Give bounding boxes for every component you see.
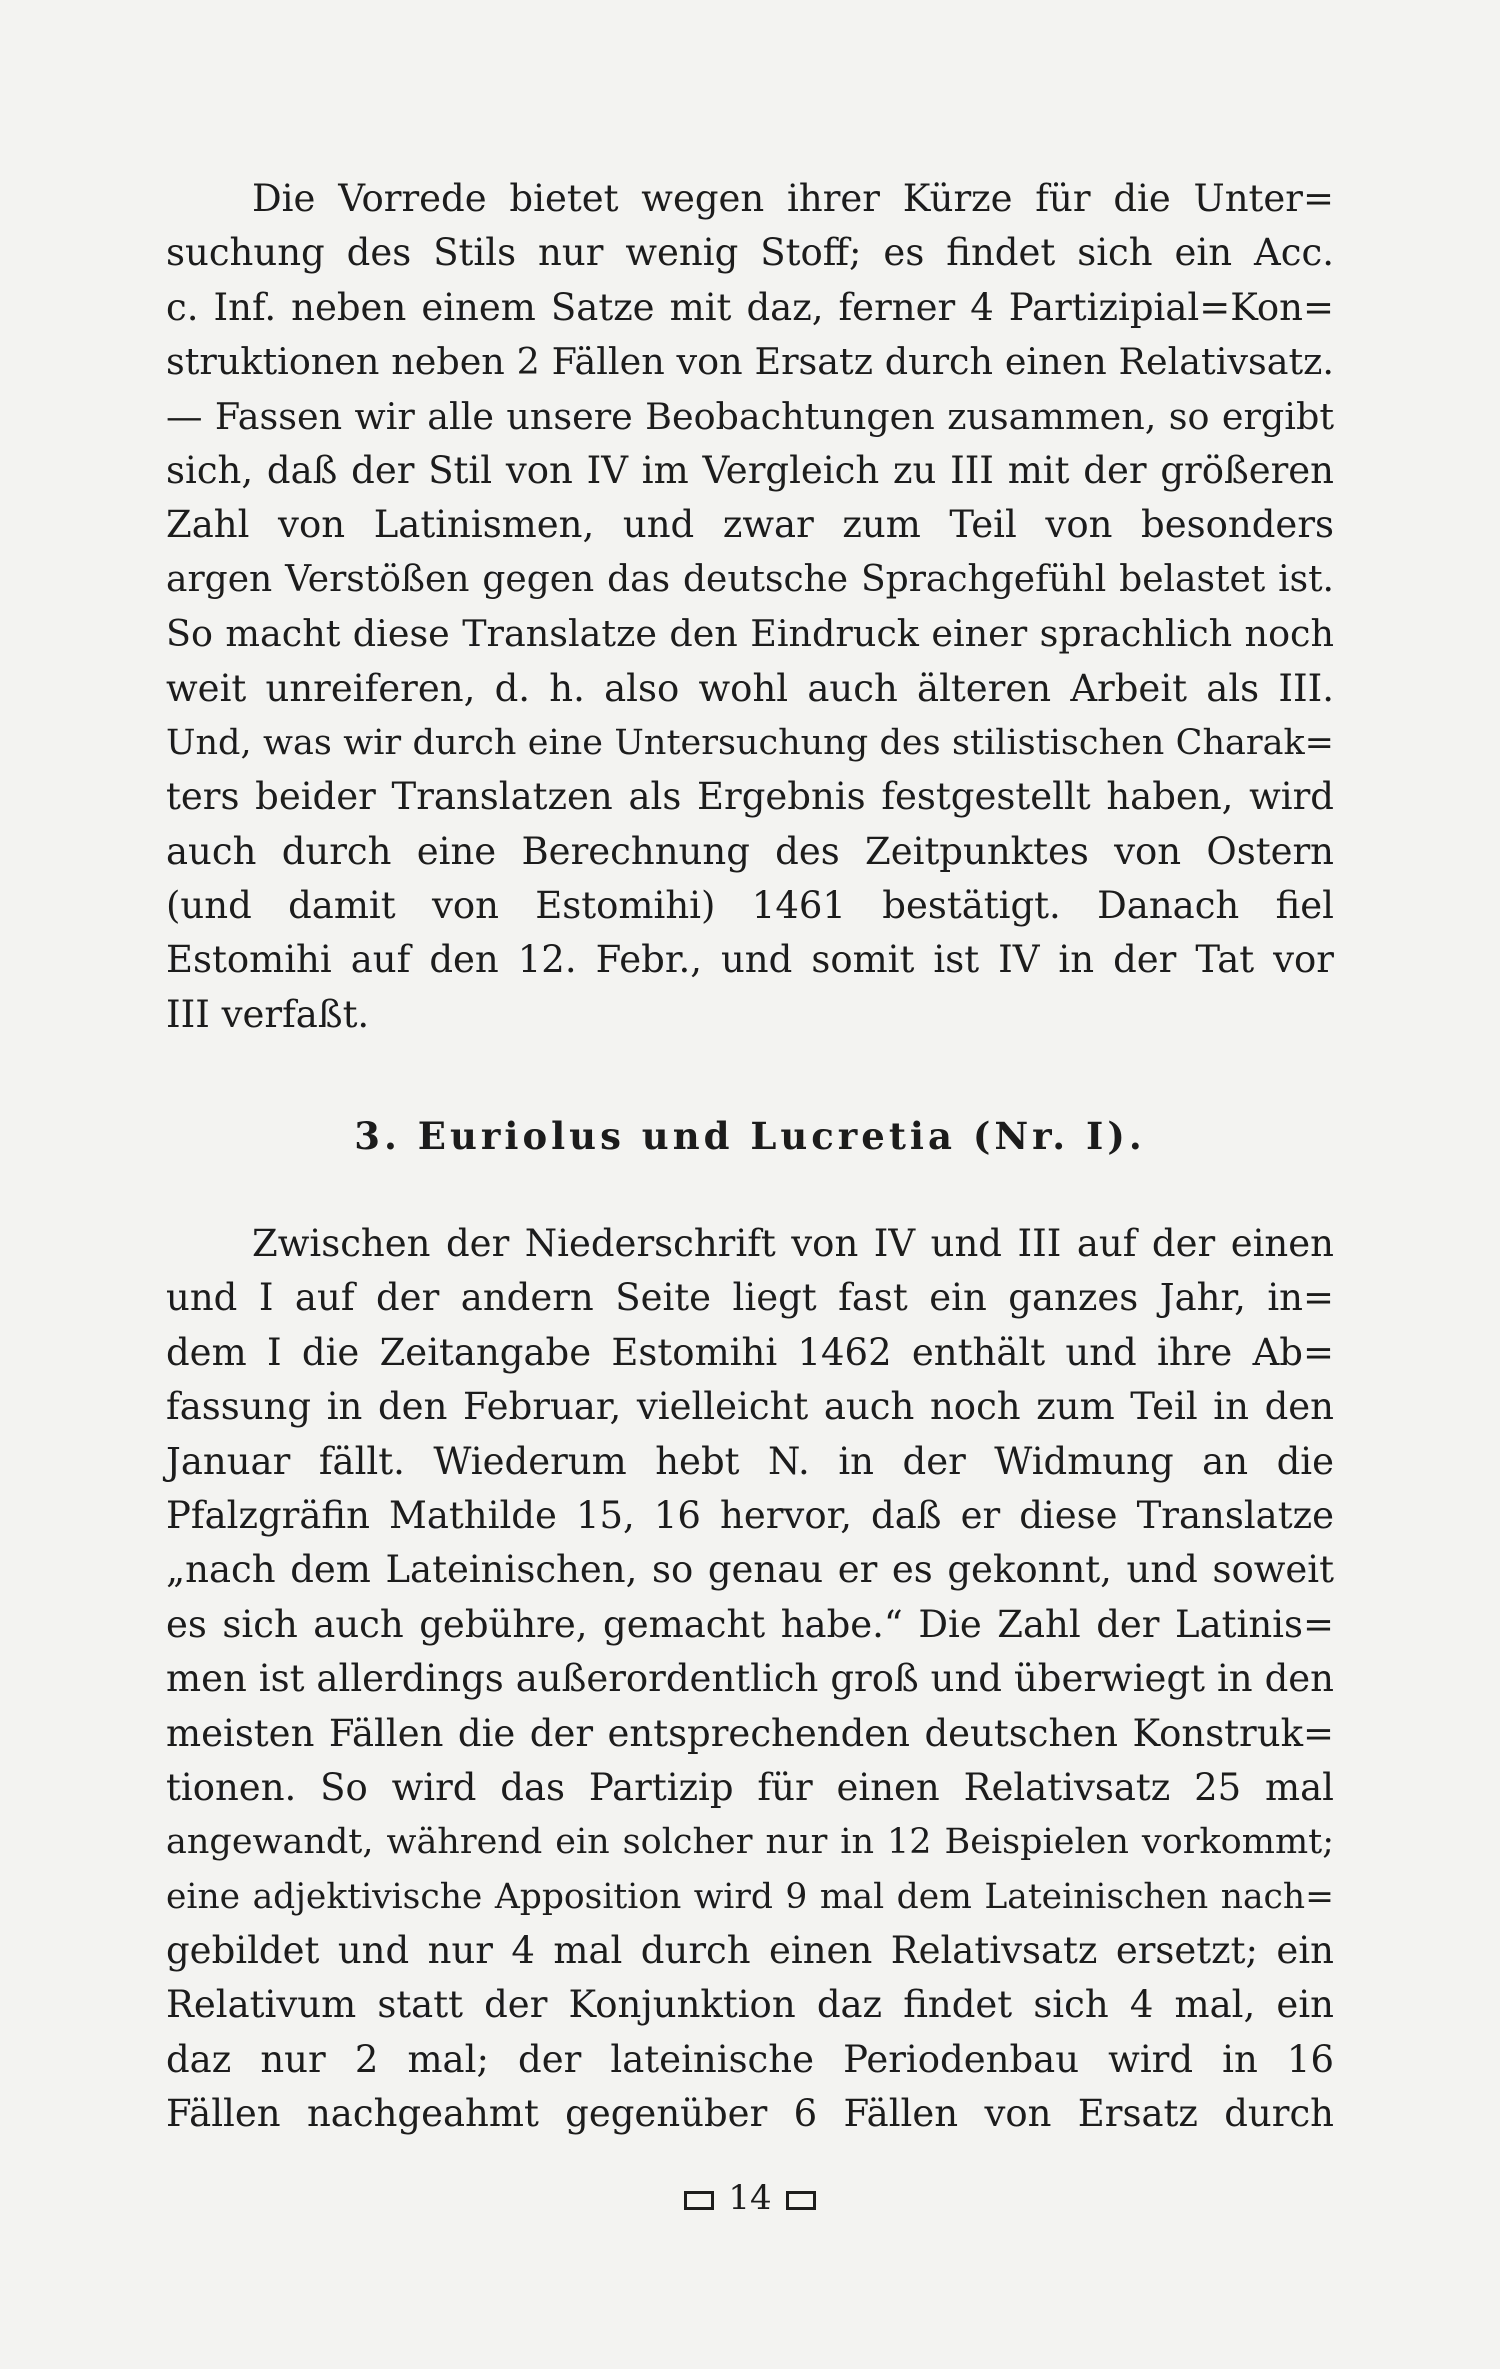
text-line: Estomihi auf den 12. Febr., und somit ist IV in der Tat vor <box>166 938 1334 982</box>
text-line: Die Vorrede bietet wegen ihrer Kürze für die Unter= <box>252 177 1334 220</box>
text-line: und I auf der andern Seite liegt fast ein ganzes Jahr, in= <box>166 1276 1334 1320</box>
text-line: meisten Fällen die der entsprechenden deutschen Konstruk= <box>166 1711 1334 1755</box>
text-line: Relativum statt der Konjunktion daz findet sich 4 mal, ein <box>166 1983 1334 2027</box>
ornament-box-icon <box>786 2191 816 2210</box>
text-line: sich, daß der Stil von IV im Vergleich zu III mit der größeren <box>166 448 1334 492</box>
text-line: fassung in den Februar, vielleicht auch noch zum Teil in den <box>166 1385 1334 1429</box>
text-line: Pfalzgräfin Mathilde 15, 16 hervor, daß er diese Translatze <box>166 1493 1334 1537</box>
text-line: tionen. So wird das Partizip für einen Relativsatz 25 mal <box>166 1765 1334 1809</box>
text-line: III verfaßt. <box>166 992 370 1036</box>
text-line: auch durch eine Berechnung des Zeitpunktes von Ostern <box>166 829 1334 873</box>
text-line: dem I die Zeitangabe Estomihi 1462 enthält und ihre Ab= <box>166 1330 1334 1374</box>
text-line: daz nur 2 mal; der lateinische Periodenbau wird in 16 <box>166 2037 1334 2081</box>
text-line: Januar fällt. Wiederum hebt N. in der Widmung an die <box>166 1439 1334 1483</box>
text-line: struktionen neben 2 Fällen von Ersatz durch einen Relativsatz. <box>166 340 1334 384</box>
text-line: ters beider Translatzen als Ergebnis festgestellt haben, wird <box>166 775 1334 819</box>
page-footer <box>0 2178 1500 2218</box>
text-line: es sich auch gebühre, gemacht habe.“ Die Zahl der Latinis= <box>166 1602 1334 1646</box>
text-line: Zwischen der Niederschrift von IV und III auf der einen <box>252 1222 1334 1265</box>
text-line: Und, was wir durch eine Untersuchung des stilistischen Charak= <box>166 722 1334 763</box>
text-line: suchung des Stils nur wenig Stoff; es findet sich ein Acc. <box>166 231 1334 275</box>
text-line: men ist allerdings außerordentlich groß und überwiegt in den <box>166 1657 1334 1701</box>
text-line: eine adjektivische Apposition wird 9 mal dem Lateinischen nach= <box>166 1876 1334 1917</box>
page-number: 14 <box>728 2178 772 2218</box>
text-line: argen Verstößen gegen das deutsche Sprachgefühl belastet ist. <box>166 558 1334 600</box>
text-line: — Fassen wir alle unsere Beobachtungen zusammen, so ergibt <box>166 394 1334 438</box>
text-line: So macht diese Translatze den Eindruck einer sprachlich noch <box>166 612 1334 656</box>
text-line: weit unreiferen, d. h. also wohl auch älteren Arbeit als III. <box>166 666 1334 710</box>
text-line: c. Inf. neben einem Satze mit daz, ferner 4 Partizipial=Kon= <box>166 285 1334 329</box>
text-line: Zahl von Latinismen, und zwar zum Teil von besonders <box>166 503 1334 547</box>
paragraph-2 <box>166 1217 1334 2142</box>
section-heading: 3. Euriolus und Lucretia (Nr. I). <box>354 1114 1146 1158</box>
text-line: gebildet und nur 4 mal durch einen Relativsatz ersetzt; ein <box>166 1929 1334 1973</box>
text-line: „nach dem Lateinischen, so genau er es gekonnt, und soweit <box>166 1548 1334 1592</box>
text-line: angewandt, während ein solcher nur in 12 Beispielen vorkommt; <box>166 1822 1334 1863</box>
text-line: (und damit von Estomihi) 1461 bestätigt. Danach fiel <box>166 884 1334 928</box>
paragraph-1 <box>166 172 1334 1042</box>
text-line: Fällen nachgeahmt gegenüber 6 Fällen von Ersatz durch <box>166 2092 1334 2136</box>
ornament-box-icon <box>684 2191 714 2210</box>
